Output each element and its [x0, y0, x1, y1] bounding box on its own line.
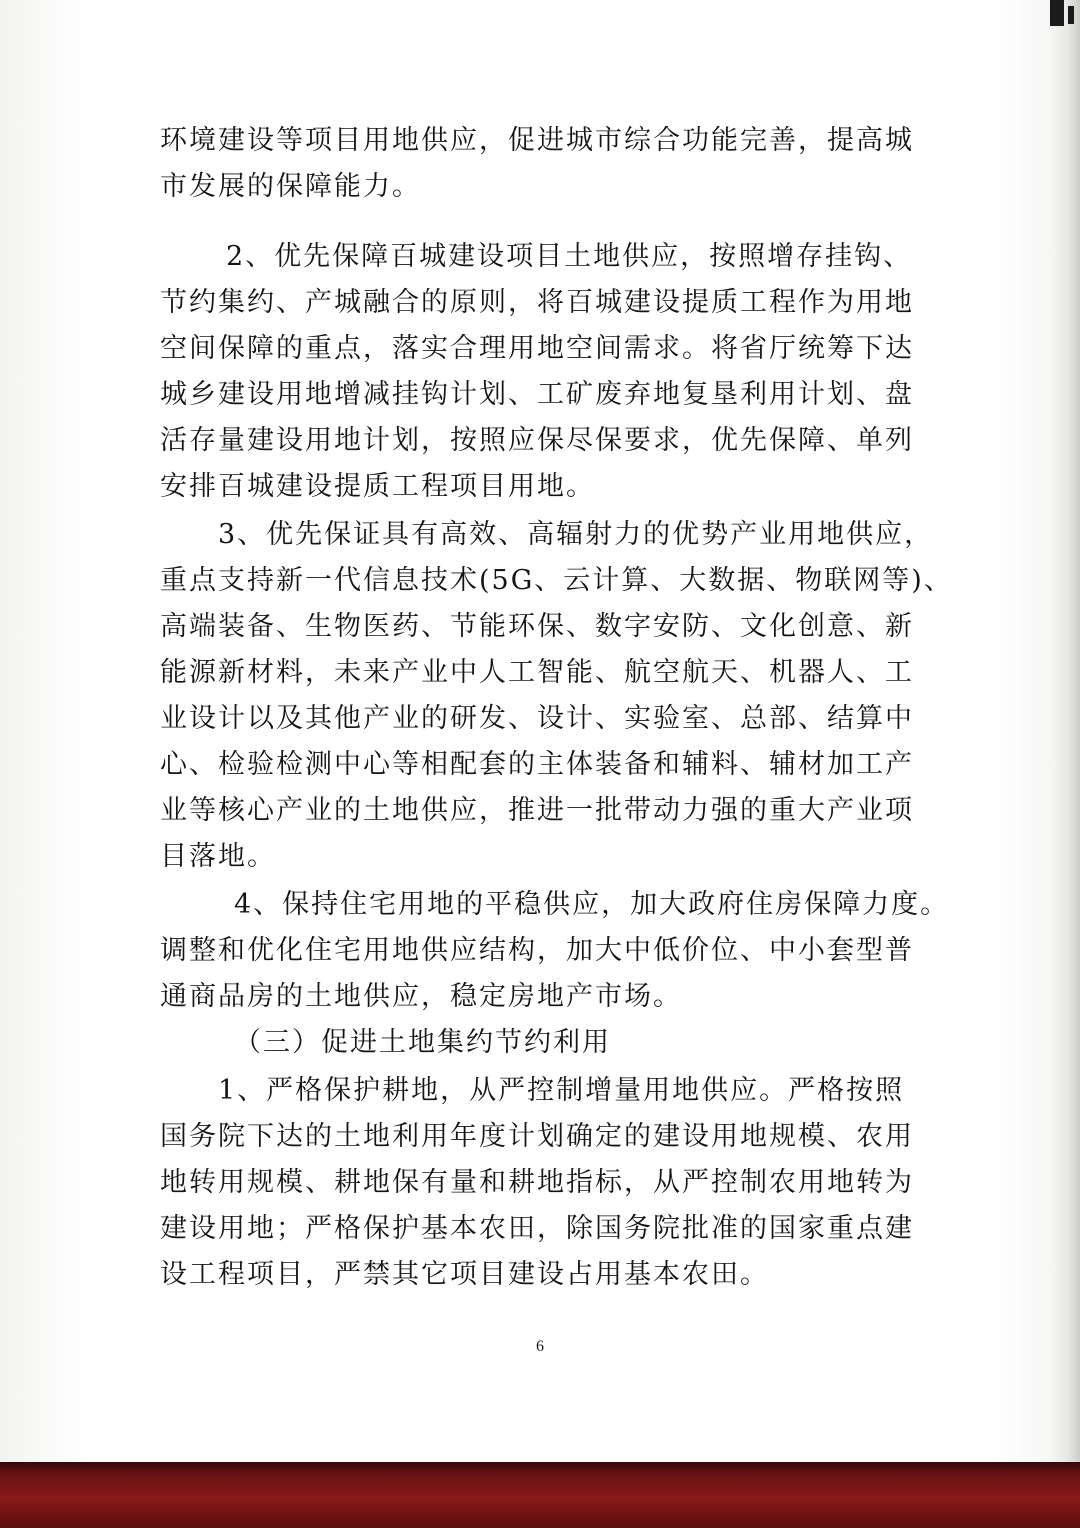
text-line: 业设计以及其他产业的研发、设计、实验室、总部、结算中 — [160, 703, 914, 734]
text-line: 建设用地；严格保护基本农田，除国务院批准的国家重点建 — [160, 1213, 914, 1244]
text-line: 高端装备、生物医药、节能环保、数字安防、文化创意、新 — [160, 611, 914, 642]
text-line: 目落地。 — [160, 841, 276, 872]
text-line: 调整和优化住宅用地供应结构，加大中低价位、中小套型普 — [160, 935, 914, 966]
text-line: 地转用规模、耕地保有量和耕地指标，从严控制农用地转为 — [160, 1167, 914, 1198]
text-line: 设工程项目，严禁其它项目建设占用基本农田。 — [160, 1259, 769, 1290]
text-line: 市发展的保障能力。 — [160, 171, 421, 202]
text-line: 活存量建设用地计划，按照应保尽保要求，优先保障、单列 — [160, 425, 914, 456]
document-body — [160, 118, 953, 1298]
text-line: 业等核心产业的土地供应，推进一批带动力强的重大产业项 — [160, 795, 914, 826]
text-line: 能源新材料，未来产业中人工智能、航空航天、机器人、工 — [160, 657, 914, 688]
text-line: 安排百城建设提质工程项目用地。 — [160, 471, 595, 502]
section-heading: （三）促进土地集约节约利用 — [234, 1027, 611, 1058]
binding-clip — [1050, 0, 1064, 26]
text-line: 心、检验检测中心等相配套的主体装备和辅料、辅材加工产 — [160, 749, 914, 780]
text-line: 通商品房的土地供应，稳定房地产市场。 — [160, 981, 682, 1012]
text-line: 国务院下达的土地利用年度计划确定的建设用地规模、农用 — [160, 1121, 914, 1152]
text-line: 空间保障的重点，落实合理用地空间需求。将省厅统筹下达 — [160, 333, 914, 364]
text-line: 环境建设等项目用地供应，促进城市综合功能完善，提高城 — [160, 125, 914, 156]
text-line: 重点支持新一代信息技术(5G、云计算、大数据、物联网等)、 — [160, 565, 953, 596]
paper-edge-shadow — [1050, 0, 1080, 1462]
page-number: 6 — [536, 1338, 544, 1355]
text-line: 城乡建设用地增减挂钩计划、工矿废弃地复垦利用计划、盘 — [160, 379, 914, 410]
text-line: 1、严格保护耕地，从严控制增量用地供应。严格按照 — [218, 1075, 905, 1106]
text-line: 3、优先保证具有高效、高辐射力的优势产业用地供应， — [218, 519, 934, 550]
table-surface — [0, 1462, 1080, 1528]
text-line: 2、优先保障百城建设项目土地供应，按照增存挂钩、 — [226, 241, 913, 272]
text-line: 节约集约、产城融合的原则，将百城建设提质工程作为用地 — [160, 287, 914, 318]
text-line: 4、保持住宅用地的平稳供应，加大政府住房保障力度。 — [234, 889, 950, 920]
